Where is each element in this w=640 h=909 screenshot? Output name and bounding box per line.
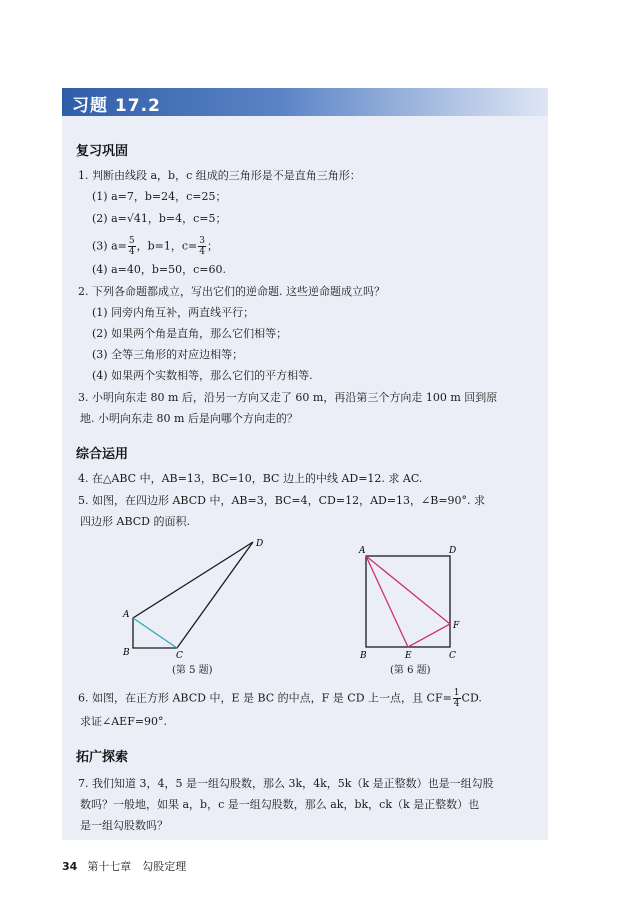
q1-item-3-end: ； (206, 239, 218, 253)
fig5-label-c: C (176, 651, 183, 661)
q3-line-2: 地. 小明向东走 80 m 后是向哪个方向走的？ (80, 412, 298, 425)
exercise-title: 习题 17.2 (72, 96, 161, 116)
square-abcd (366, 556, 450, 647)
q7-line-2: 数吗？一般地，如果 a，b，c 是一组勾股数，那么 ak，bk，ck（k 是正整数）也 (80, 798, 480, 811)
q5-line-2: 四边形 ABCD 的面积. (80, 515, 190, 528)
fig6-label-c: C (449, 651, 456, 661)
fraction-numerator: 5 (128, 236, 135, 246)
section-apply-title: 综合运用 (76, 447, 129, 462)
fig5-label-d: D (256, 539, 264, 549)
q3-line-1: 3. 小明向东走 80 m 后，沿另一方向又走了 60 m，再沿第三个方向走 100 m 回到原 (78, 391, 498, 404)
chapter-title: 第十七章 勾股定理 (87, 860, 187, 873)
q1-item-3-b: ，b=1，c= (136, 239, 198, 253)
fraction-numerator: 1 (453, 688, 460, 698)
q6-line-2: 求证∠AEF=90°. (80, 715, 168, 728)
fraction-1-4 (453, 688, 461, 709)
fig6-label-e: E (405, 651, 412, 661)
fig5-caption: (第 5 题) (172, 665, 213, 676)
q1-stem: 1. 判断由线段 a，b，c 组成的三角形是不是直角三角形： (78, 169, 361, 182)
q6-line-1-a: 6. 如图，在正方形 ABCD 中，E 是 BC 的中点，F 是 CD 上一点，且 CF= (78, 691, 452, 705)
section-review-title: 复习巩固 (76, 144, 129, 159)
q6-line-1 (78, 688, 482, 709)
segment-ac (133, 618, 177, 648)
q7-line-3: 是一组勾股数吗？ (80, 819, 168, 832)
page-number: 34 (62, 860, 78, 873)
triangle-aef (366, 556, 450, 647)
fraction-denominator: 4 (453, 699, 460, 709)
quadrilateral-abcd (133, 542, 253, 648)
fraction-numerator: 3 (199, 236, 205, 246)
fig5-label-b: B (123, 648, 130, 658)
q1-item-4: (4) a=40，b=50，c=60. (92, 263, 226, 276)
fraction-denominator: 4 (199, 247, 205, 257)
fraction-denominator: 4 (128, 247, 135, 257)
page-footer (62, 858, 186, 874)
q4-line: 4. 在△ABC 中，AB=13，BC=10，BC 边上的中线 AD=12. 求 AC. (78, 472, 423, 485)
fig6-label-a: A (359, 546, 366, 556)
q2-item-1: (1) 同旁内角互补，两直线平行； (92, 306, 255, 319)
q7-line-1: 7. 我们知道 3，4，5 是一组勾股数，那么 3k，4k，5k（k 是正整数）也是一组勾股 (78, 777, 494, 790)
fig6-label-d: D (449, 546, 457, 556)
q6-line-1-b: CD. (461, 691, 482, 705)
q1-item-2: (2) a=√41，b=4，c=5； (92, 212, 227, 225)
q5-line-1: 5. 如图，在四边形 ABCD 中，AB=3，BC=4，CD=12，AD=13，∠B=90°. 求 (78, 494, 486, 507)
fig5-label-a: A (123, 610, 130, 620)
q1-item-3-a: (3) a= (92, 239, 127, 253)
q2-item-3: (3) 全等三角形的对应边相等； (92, 348, 244, 361)
q2-item-2: (2) 如果两个角是直角，那么它们相等； (92, 327, 288, 340)
q2-item-4: (4) 如果两个实数相等，那么它们的平方相等. (92, 369, 313, 382)
q2-stem: 2. 下列各命题都成立，写出它们的逆命题. 这些逆命题成立吗？ (78, 285, 385, 298)
q1-item-1: (1) a=7，b=24，c=25； (92, 190, 227, 203)
section-explore-title: 拓广探索 (76, 750, 129, 765)
fig6-caption: (第 6 题) (390, 665, 431, 676)
fig6-label-f: F (453, 621, 460, 631)
fig6-label-b: B (360, 651, 367, 661)
